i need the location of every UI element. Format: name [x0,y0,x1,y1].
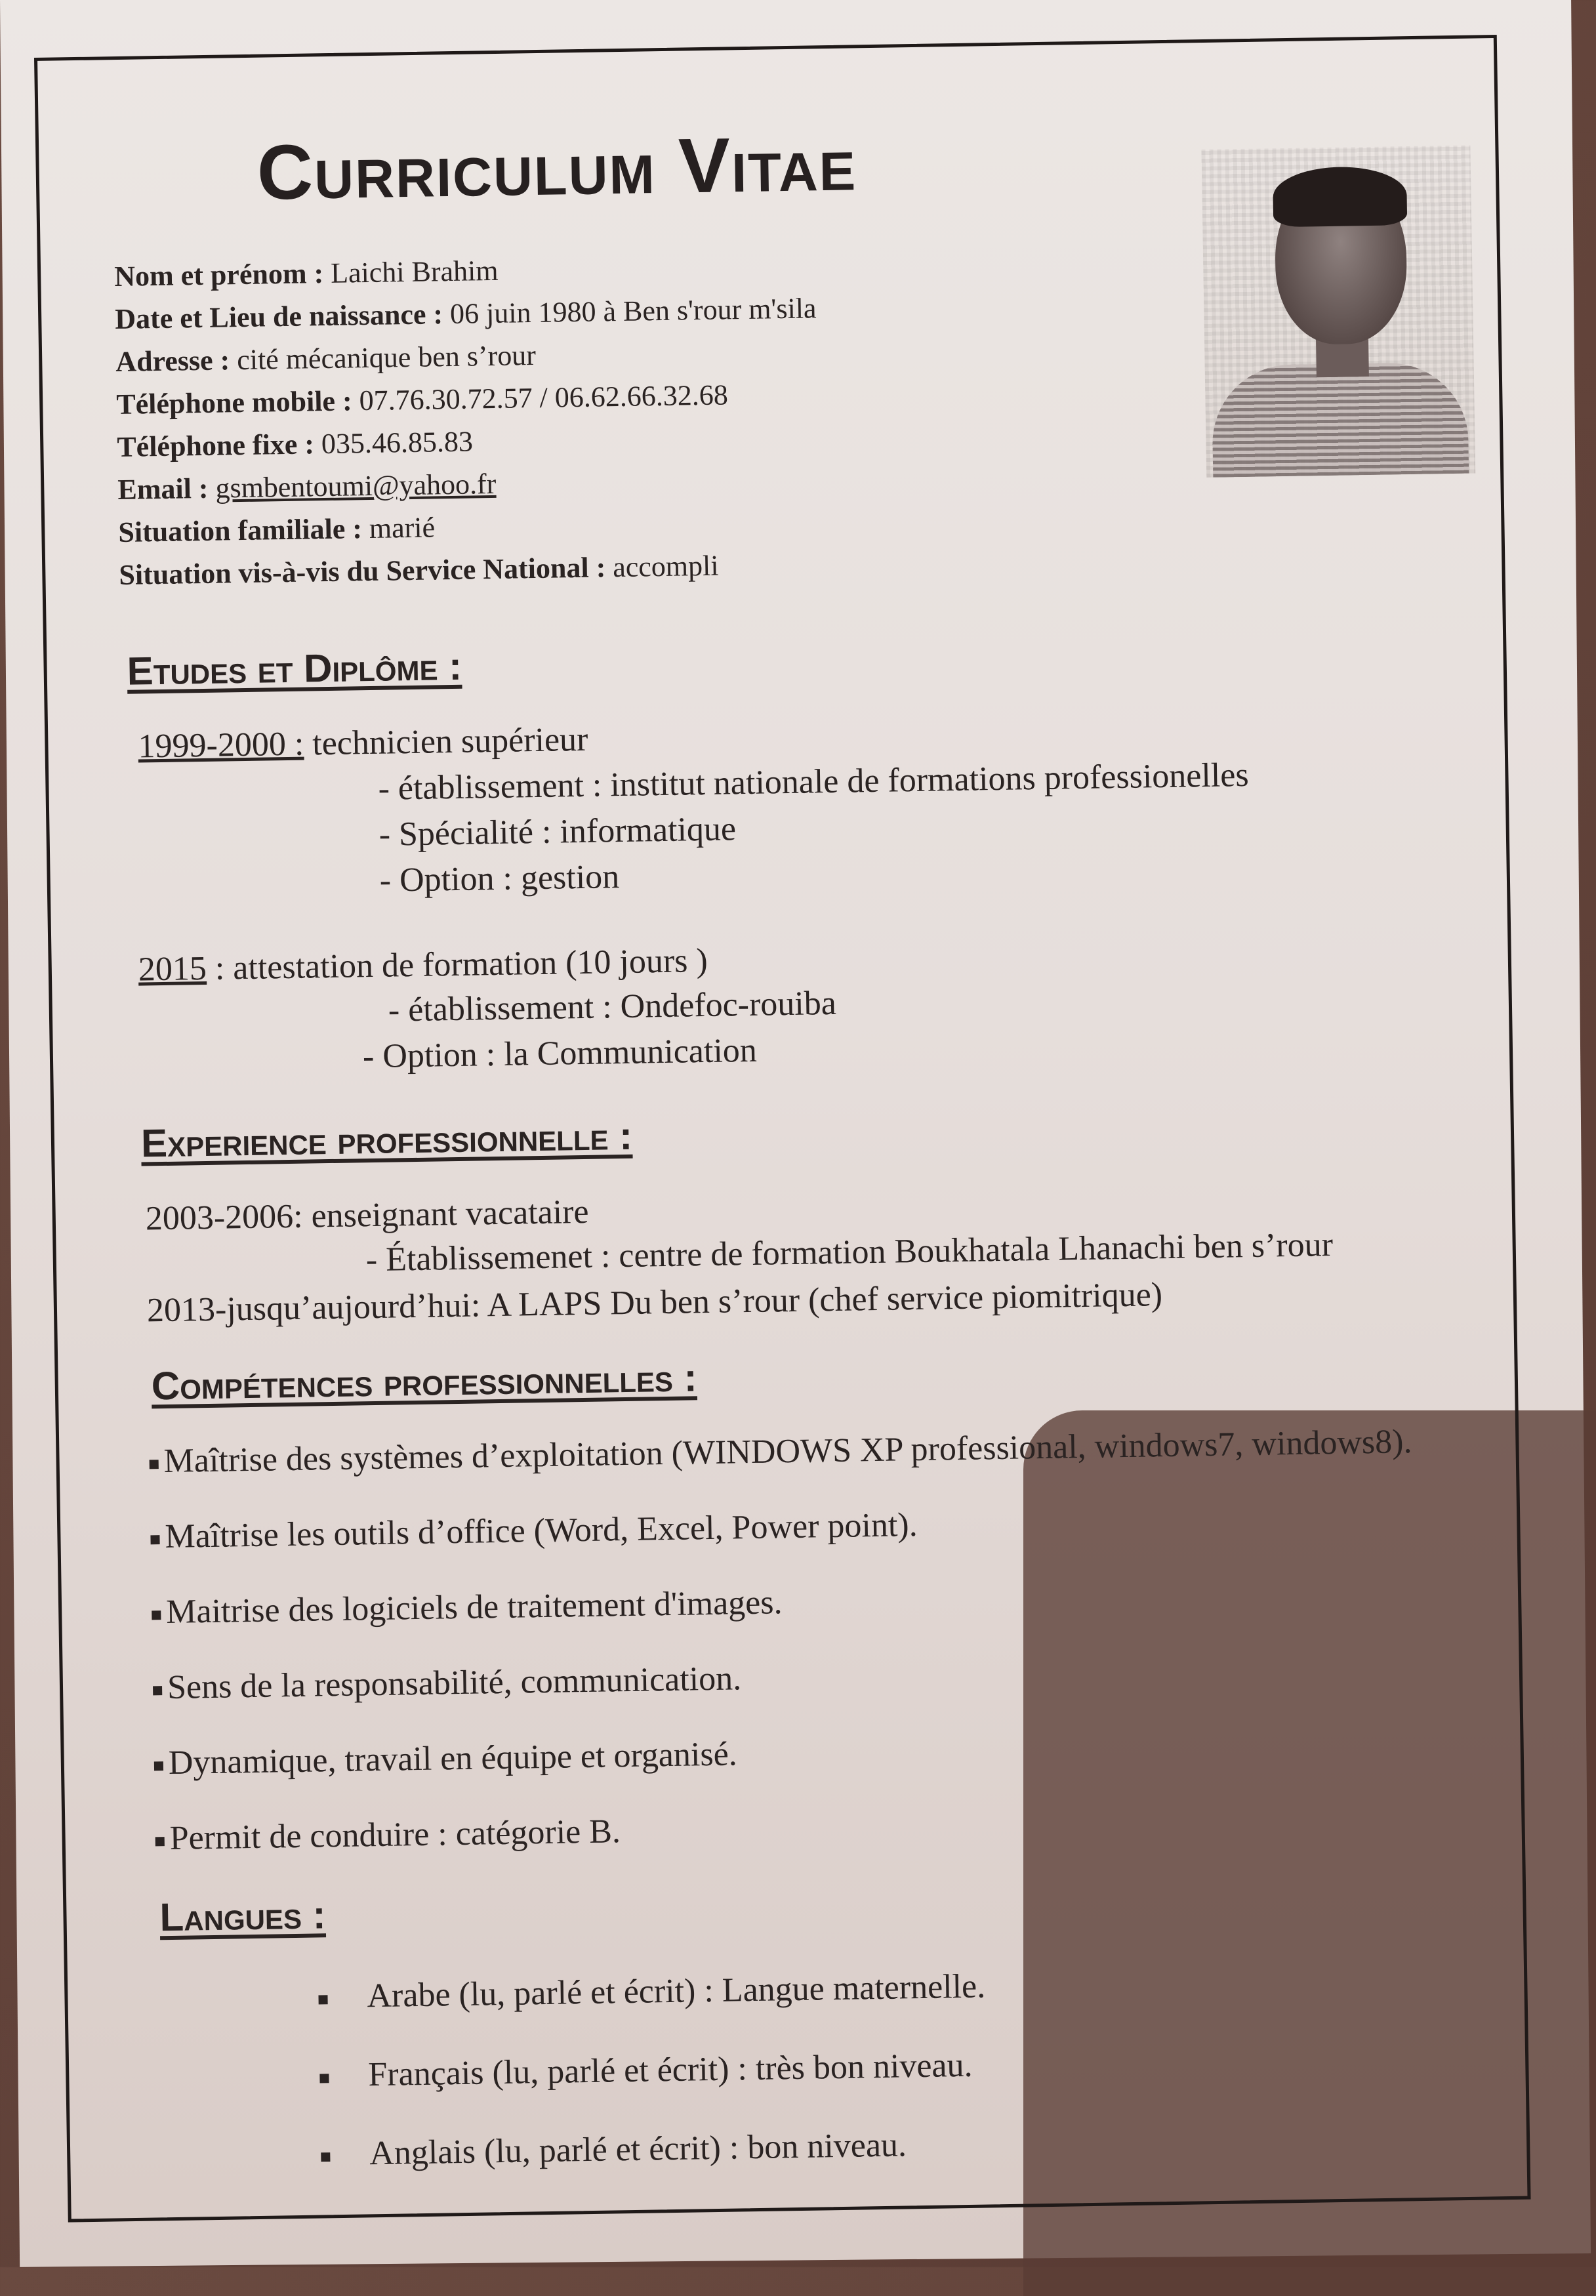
bullet-icon [321,2152,330,2162]
info-name-label: Nom et prénom : [113,257,324,293]
profile-photo [1201,146,1475,478]
education-1-line-2: - Spécialité : informatique [379,810,737,853]
info-family-value: marié [369,511,436,544]
info-mobile-value: 07.76.30.72.57 / 06.62.66.32.68 [359,379,729,417]
language-item-2 [319,2046,973,2095]
bullet-icon [319,2074,329,2083]
education-2-year: 2015 [138,949,207,989]
language-text-3: Anglais (lu, parlé et écrit) : bon niveau. [369,2126,907,2173]
skill-item-4 [153,1659,742,1707]
languages-heading: Langues : [159,1893,327,1940]
info-birth-label: Date et Lieu de naissance : [114,298,443,336]
info-family-label: Situation familiale : [118,512,363,548]
language-text-1: Arabe (lu, parlé et écrit) : Langue maternelle. [367,1967,986,2015]
info-phone-value: 035.46.85.83 [321,425,474,461]
experience-heading: Experience professionnelle : [140,1113,633,1166]
info-birth-value: 06 juin 1980 à Ben s'rour m'sila [449,292,817,330]
info-address-label: Adresse : [115,344,230,379]
cv-title: Curriculum Vitae [256,120,857,216]
bullet-icon [318,1995,327,2004]
bullet-icon [153,1686,162,1695]
education-2-line-1: - établissement : Ondefoc-rouiba [388,984,837,1029]
experience-line-3: 2013-jusqu’aujourd’hui: A LAPS Du ben s’rour (chef service piomitrique) [146,1276,1163,1330]
education-2-title: : attestation de formation (10 jours ) [215,941,708,987]
education-1-title: technicien supérieur [312,720,588,763]
skill-text-5: Dynamique, travail en équipe et organisé. [168,1735,738,1782]
education-1-year: 1999-2000 : [138,725,304,766]
skill-item-1 [149,1422,1412,1481]
language-item-1 [318,1967,986,2016]
skill-text-3: Maitrise des logiciels de traitement d'images. [165,1584,783,1631]
education-2-line-2: - Option : la Communication [362,1031,758,1076]
skill-text-6: Permit de conduire : catégorie B. [169,1813,621,1857]
info-address-value: cité mécanique ben s’rour [236,338,537,377]
bullet-icon [155,1837,165,1846]
education-1-line-1: - établissement : institut nationale de formations professionelles [378,756,1250,808]
skill-text-1: Maîtrise des systèmes d’exploitation (WINDOWS XP professional, windows7, windows8). [163,1423,1412,1481]
personal-info [114,237,1235,596]
info-service-value: accompli [612,549,719,584]
bullet-icon [152,1610,161,1620]
skills-heading: Compétences professionnelles : [151,1355,698,1408]
skill-item-6 [155,1812,621,1858]
email-link[interactable]: gsmbentoumi@yahoo.fr [215,467,497,504]
skill-item-5 [153,1734,737,1782]
info-phone-label: Téléphone fixe : [116,428,315,463]
skill-text-4: Sens de la responsabilité, communication. [167,1660,742,1707]
education-entry-1 [138,720,588,766]
skill-text-2: Maîtrise les outils d’office (Word, Excel, Power point). [165,1506,918,1556]
info-name-value: Laichi Brahim [330,254,499,289]
language-item-3 [321,2125,907,2173]
cv-content [72,76,1515,2197]
bullet-icon [150,1535,159,1544]
info-service-label: Situation vis-à-vis du Service National : [119,551,606,591]
education-1-line-3: - Option : gestion [379,858,620,899]
skill-item-3 [152,1583,783,1631]
experience-line-1: 2003-2006: enseignant vacataire [145,1193,589,1238]
info-email-label: Email : [117,472,209,506]
experience-line-2: - Établissemenet : centre de formation Boukhatala Lhanachi ben s’rour [365,1226,1334,1279]
bullet-icon [154,1761,163,1771]
language-text-2: Français (lu, parlé et écrit) : très bon niveau. [367,2046,973,2094]
education-heading: Etudes et Diplôme : [127,644,462,693]
bullet-icon [150,1460,159,1469]
skill-item-2 [150,1506,918,1556]
info-mobile-label: Téléphone mobile : [115,384,353,420]
education-entry-2 [138,941,708,989]
